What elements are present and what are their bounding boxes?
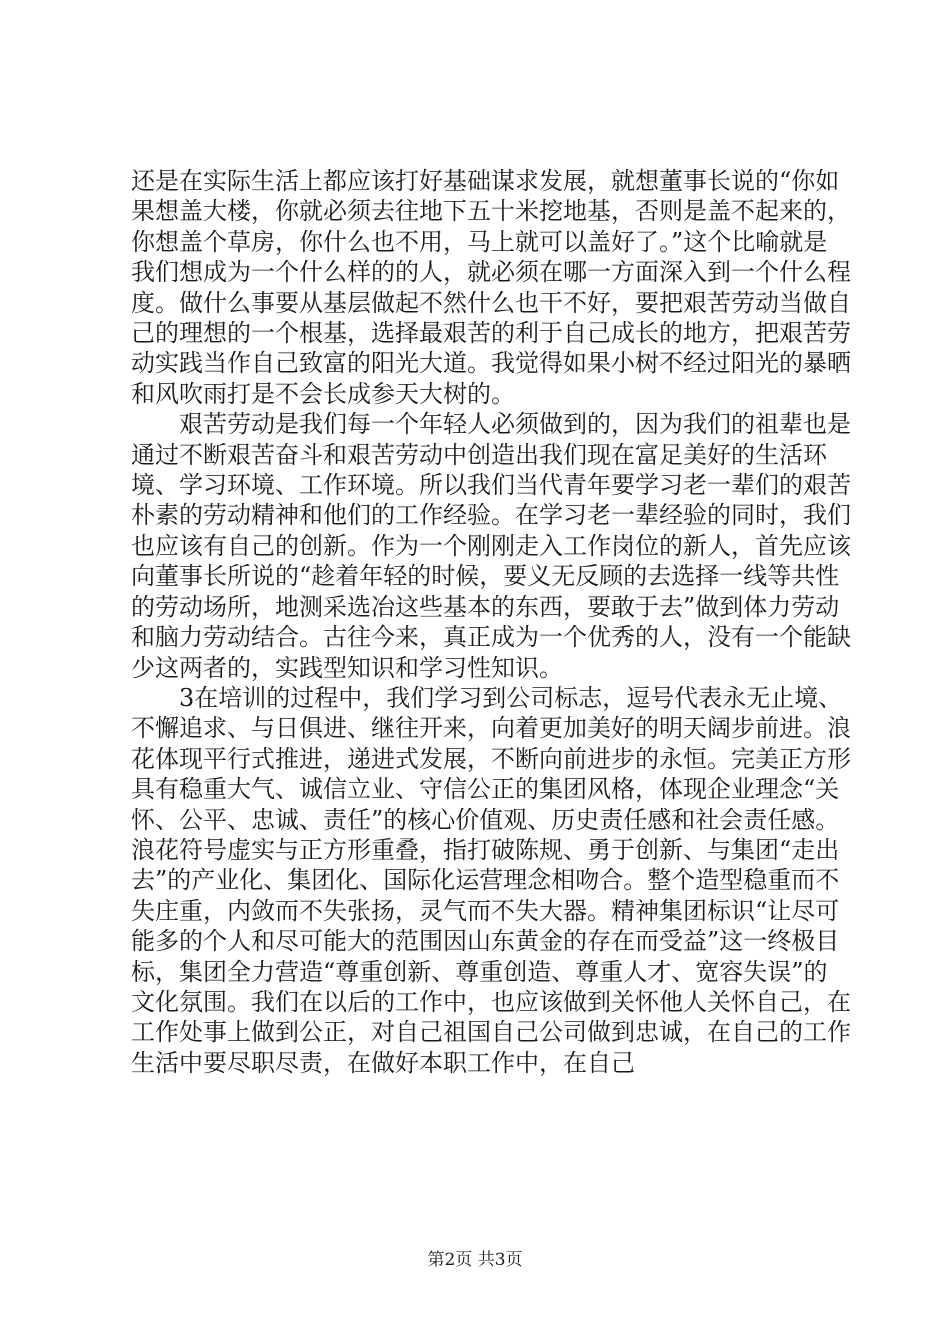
page-footer: 第2页 共3页: [427, 1250, 523, 1270]
document-body: [131, 166, 851, 1078]
paragraph-3: 3在培训的过程中，我们学习到公司标志，逗号代表永无止境、不懈追求、与日俱进、继往开来，向着更加美好的明天阔步前进。浪花体现平行式推进，递进式发展，不断向前进步的永恒。完美正方形具有稳重大气、诚信立业、守信公正的集团风格，体现企业理念“关怀、公平、忠诚、责任”的核心价值观、历史责任感和社会责任感。浪花符号虚实与正方形重叠，指打破陈规、勇于创新、与集团“走出去”的产业化、集团化、国际化运营理念相吻合。整个造型稳重而不失庄重，内敛而不失张扬，灵气而不失大器。精神集团标识“让尽可能多的个人和尽可能大的范围因山东黄金的存在而受益”这一终极目标，集团全力营造“尊重创新、尊重创造、尊重人才、宽容失误”的文化氛围。我们在以后的工作中，也应该做到关怀他人关怀自己，在工作处事上做到公正，对自己祖国自己公司做到忠诚，在自己的工作生活中要尽职尽责，在做好本职工作中，在自己: [131, 683, 851, 1077]
paragraph-1: 还是在实际生活上都应该打好基础谋求发展，就想董事长说的“你如果想盖大楼，你就必须去往地下五十米挖地基，否则是盖不起来的，你想盖个草房，你什么也不用，马上就可以盖好了。”这个比喻就是我们想成为一个什么样的的人，就必须在哪一方面深入到一个什么程度。做什么事要从基层做起不然什么也干不好，要把艰苦劳动当做自己的理想的一个根基，选择最艰苦的利于自己成长的地方，把艰苦劳动实践当作自己致富的阳光大道。我觉得如果小树不经过阳光的暴晒和风吹雨打是不会长成参天大树的。: [131, 167, 851, 408]
paragraph-2: 艰苦劳动是我们每一个年轻人必须做到的，因为我们的祖辈也是通过不断艰苦奋斗和艰苦劳动中创造出我们现在富足美好的生活环境、学习环境、工作环境。所以我们当代青年要学习老一辈们的艰苦朴素的劳动精神和他们的工作经验。在学习老一辈经验的同时，我们也应该有自己的创新。作为一个刚刚走入工作岗位的新人，首先应该向董事长所说的“趁着年轻的时候，要义无反顾的去选择一线等共性的劳动场所，地测采选冶这些基本的东西，要敢于去”做到体力劳动和脑力劳动结合。古往今来，真正成为一个优秀的人，没有一个能缺少这两者的，实践型知识和学习性知识。: [131, 410, 851, 682]
